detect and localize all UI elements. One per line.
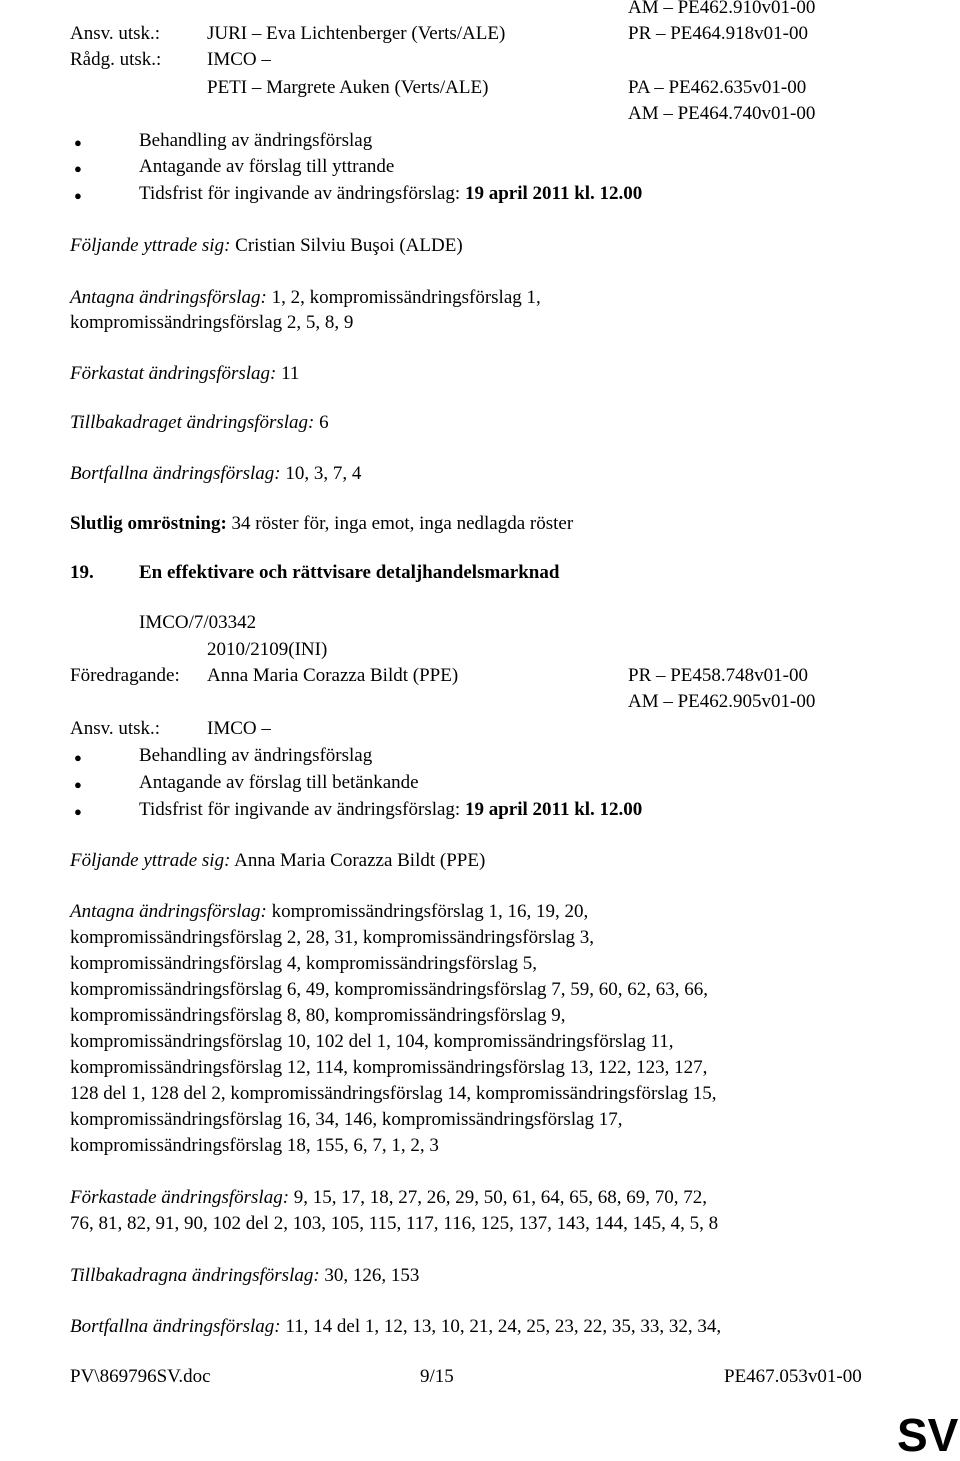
bullet-icon: ● bbox=[74, 188, 82, 203]
language-code: SV bbox=[897, 1409, 959, 1461]
rejected-label: Förkastade ändringsförslag: bbox=[70, 1187, 290, 1208]
bullet-item-deadline bbox=[139, 182, 642, 206]
speakers-label: Följande yttrade sig: bbox=[70, 235, 231, 256]
lapsed-line bbox=[70, 462, 361, 486]
bullet-icon: ● bbox=[74, 750, 82, 765]
rejected-line-b1 bbox=[70, 1186, 707, 1210]
withdrawn-value: 6 bbox=[314, 412, 329, 433]
rejected-value: 9, 15, 17, 18, 27, 26, 29, 50, 61, 64, 65, 68, 69, 70, 72, bbox=[289, 1187, 708, 1208]
lapsed-label: Bortfallna ändringsförslag: bbox=[70, 463, 281, 484]
adopted-value: 1, 2, kompromissändringsförslag 1, bbox=[266, 287, 541, 308]
radg-label: Rådg. utsk.: bbox=[70, 49, 162, 70]
lapsed-label: Bortfallna ändringsförslag: bbox=[70, 1316, 281, 1337]
lapsed-line-2 bbox=[70, 1315, 721, 1339]
adopted-line-b1 bbox=[70, 900, 588, 924]
bullet-icon: ● bbox=[74, 777, 82, 792]
item-number: 19. bbox=[70, 562, 94, 583]
bullet-item-treatment: Behandling av ändringsförslag bbox=[139, 130, 373, 151]
adopted-line-b3: kompromissändringsförslag 4, kompromissändringsförslag 5, bbox=[70, 953, 538, 974]
ref-am-3: AM – PE462.905v01-00 bbox=[628, 691, 816, 712]
speakers-line-2 bbox=[70, 849, 485, 873]
bullet-item-treatment-2: Behandling av ändringsförslag bbox=[139, 745, 373, 766]
ansv-value: JURI – Eva Lichtenberger (Verts/ALE) bbox=[207, 23, 506, 44]
deadline-text: Tidsfrist för ingivande av ändringsförslag: bbox=[139, 183, 465, 204]
withdrawn-label: Tillbakadraget ändringsförslag: bbox=[70, 412, 315, 433]
rapporteur-value: Anna Maria Corazza Bildt (PPE) bbox=[207, 665, 459, 686]
adopted-label: Antagna ändringsförslag: bbox=[70, 287, 267, 308]
adopted-line-b9: kompromissändringsförslag 16, 34, 146, kompromissändringsförslag 17, bbox=[70, 1109, 623, 1130]
bullet-icon: ● bbox=[74, 804, 82, 819]
lapsed-value: 11, 14 del 1, 12, 13, 10, 21, 24, 25, 23, 22, 35, 33, 32, 34, bbox=[280, 1316, 722, 1337]
footer-ref: PE467.053v01-00 bbox=[724, 1366, 862, 1387]
bullet-icon: ● bbox=[74, 161, 82, 176]
rejected-value: 11 bbox=[276, 363, 300, 384]
rejected-line-b2: 76, 81, 82, 91, 90, 102 del 2, 103, 105, 115, 117, 116, 125, 137, 143, 144, 145, 4, 5, 8 bbox=[70, 1213, 719, 1234]
final-vote-line bbox=[70, 512, 573, 536]
speakers-label: Följande yttrade sig: bbox=[70, 850, 231, 871]
footer-page: 9/15 bbox=[420, 1366, 454, 1387]
bullet-item-adoption: Antagande av förslag till yttrande bbox=[139, 156, 395, 177]
ansv-label: Ansv. utsk.: bbox=[70, 23, 161, 44]
withdrawn-line-2 bbox=[70, 1264, 419, 1288]
speakers-value: Anna Maria Corazza Bildt (PPE) bbox=[230, 850, 486, 871]
withdrawn-label: Tillbakadragna ändringsförslag: bbox=[70, 1265, 320, 1286]
withdrawn-line bbox=[70, 411, 329, 435]
bullet-icon: ● bbox=[74, 135, 82, 150]
ref-pr-1: PR – PE464.918v01-00 bbox=[628, 23, 808, 44]
ref-pa: PA – PE462.635v01-00 bbox=[628, 77, 807, 98]
deadline-text: Tidsfrist för ingivande av ändringsförslag: bbox=[139, 799, 465, 820]
item-title: En effektivare och rättvisare detaljhandelsmarknad bbox=[139, 562, 560, 583]
ref-am-1: AM – PE462.910v01-00 bbox=[628, 0, 816, 18]
adopted-line-b7: kompromissändringsförslag 12, 114, kompromissändringsförslag 13, 122, 123, 127, bbox=[70, 1057, 708, 1078]
adopted-line-b10: kompromissändringsförslag 18, 155, 6, 7, 1, 2, 3 bbox=[70, 1135, 439, 1156]
ref-pr-2: PR – PE458.748v01-00 bbox=[628, 665, 808, 686]
deadline-date: 19 april 2011 kl. 12.00 bbox=[464, 183, 643, 204]
bullet-item-adoption-2: Antagande av förslag till betänkande bbox=[139, 772, 419, 793]
ref-am-2: AM – PE464.740v01-00 bbox=[628, 103, 816, 124]
deadline-date: 19 april 2011 kl. 12.00 bbox=[464, 799, 643, 820]
adopted-line-b2: kompromissändringsförslag 2, 28, 31, kompromissändringsförslag 3, bbox=[70, 927, 595, 948]
rejected-line bbox=[70, 362, 299, 386]
procedure-number: 2010/2109(INI) bbox=[207, 639, 328, 660]
footer-doc: PV\869796SV.doc bbox=[70, 1366, 211, 1387]
rejected-label: Förkastat ändringsförslag: bbox=[70, 363, 277, 384]
lapsed-value: 10, 3, 7, 4 bbox=[280, 463, 362, 484]
adopted-line-b5: kompromissändringsförslag 8, 80, kompromissändringsförslag 9, bbox=[70, 1005, 566, 1026]
radg-value: IMCO – bbox=[207, 49, 271, 70]
adopted-label: Antagna ändringsförslag: bbox=[70, 901, 267, 922]
adopted-line-2: kompromissändringsförslag 2, 5, 8, 9 bbox=[70, 312, 354, 333]
ansv-value-2: IMCO – bbox=[207, 718, 271, 739]
withdrawn-value: 30, 126, 153 bbox=[319, 1265, 420, 1286]
adopted-line-b8: 128 del 1, 128 del 2, kompromissändringsförslag 14, kompromissändringsförslag 15, bbox=[70, 1083, 717, 1104]
rapporteur-label: Föredragande: bbox=[70, 665, 180, 686]
peti-value: PETI – Margrete Auken (Verts/ALE) bbox=[207, 77, 489, 98]
adopted-line bbox=[70, 286, 541, 310]
adopted-line-b6: kompromissändringsförslag 10, 102 del 1, 104, kompromissändringsförslag 11, bbox=[70, 1031, 674, 1052]
bullet-item-deadline-2 bbox=[139, 798, 642, 822]
final-vote-label: Slutlig omröstning: bbox=[70, 513, 227, 534]
adopted-value: kompromissändringsförslag 1, 16, 19, 20, bbox=[266, 901, 589, 922]
ansv-label-2: Ansv. utsk.: bbox=[70, 718, 161, 739]
speakers-line bbox=[70, 234, 463, 258]
adopted-line-b4: kompromissändringsförslag 6, 49, kompromissändringsförslag 7, 59, 60, 62, 63, 66, bbox=[70, 979, 709, 1000]
procedure-code: IMCO/7/03342 bbox=[139, 612, 257, 633]
speakers-value: Cristian Silviu Buşoi (ALDE) bbox=[230, 235, 463, 256]
final-vote-value: 34 röster för, inga emot, inga nedlagda röster bbox=[226, 513, 574, 534]
